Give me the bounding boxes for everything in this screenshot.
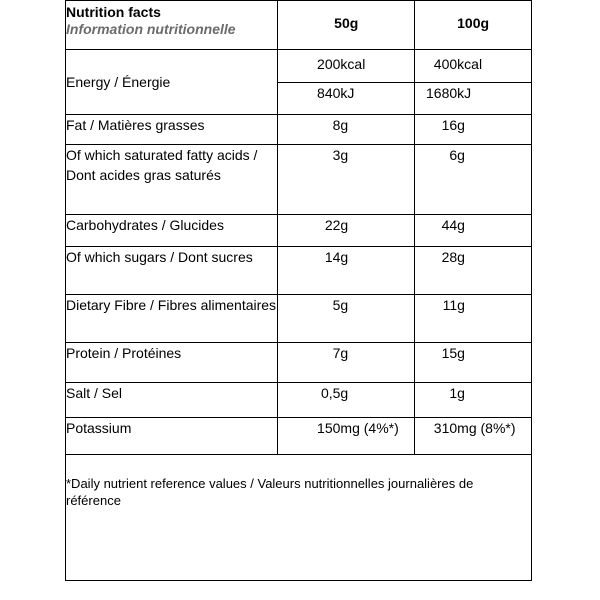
title-cell — [66, 1, 278, 50]
energy-kj-unit-100: kJ — [457, 83, 531, 115]
table-row — [66, 50, 532, 83]
fat-50: 8 — [278, 115, 341, 145]
nutrition-table — [65, 0, 532, 581]
row-label-sugars: Of which sugars / Dont sucres — [66, 247, 278, 295]
energy-kj-100: 1680 — [415, 83, 457, 115]
potassium-unit-100: mg (8%*) — [457, 418, 531, 455]
sugars-100: 28 — [415, 247, 457, 295]
carbs-50: 22 — [278, 215, 341, 247]
salt-100: 1 — [415, 383, 457, 418]
table-row — [66, 295, 532, 343]
carbs-unit-50: g — [340, 215, 414, 247]
energy-kcal-unit-100: kcal — [457, 50, 531, 83]
carbs-unit-100: g — [457, 215, 531, 247]
fat-100: 16 — [415, 115, 457, 145]
row-label-energy: Energy / Énergie — [66, 50, 278, 115]
table-row — [66, 115, 532, 145]
fibre-50: 5 — [278, 295, 341, 343]
saturated-unit-50: g — [340, 145, 414, 215]
potassium-100: 310 — [415, 418, 457, 455]
saturated-50: 3 — [278, 145, 341, 215]
table-row — [66, 418, 532, 455]
potassium-unit-50: mg (4%*) — [340, 418, 414, 455]
saturated-100: 6 — [415, 145, 457, 215]
sugars-unit-50: g — [340, 247, 414, 295]
protein-unit-50: g — [340, 343, 414, 383]
energy-kcal-50: 200 — [278, 50, 341, 83]
protein-100: 15 — [415, 343, 457, 383]
saturated-unit-100: g — [457, 145, 531, 215]
column-header-50g: 50g — [278, 1, 415, 50]
protein-unit-100: g — [457, 343, 531, 383]
row-label-fibre: Dietary Fibre / Fibres alimentaires — [66, 295, 278, 343]
table-row — [66, 215, 532, 247]
footnote-text: *Daily nutrient reference values / Valeurs nutritionnelles journalières de référence — [66, 476, 474, 508]
row-label-salt: Salt / Sel — [66, 383, 278, 418]
sugars-unit-100: g — [457, 247, 531, 295]
carbs-100: 44 — [415, 215, 457, 247]
salt-unit-50: g — [340, 383, 414, 418]
table-row — [66, 247, 532, 295]
table-row — [66, 383, 532, 418]
fat-unit-100: g — [457, 115, 531, 145]
column-header-100g: 100g — [415, 1, 532, 50]
energy-kcal-unit-50: kcal — [340, 50, 414, 83]
row-label-saturated: Of which saturated fatty acids / Dont acides gras saturés — [66, 145, 278, 215]
footnote-cell — [66, 455, 532, 581]
table-title: Nutrition facts — [66, 4, 161, 20]
energy-kcal-100: 400 — [415, 50, 457, 83]
fibre-100: 11 — [415, 295, 457, 343]
table-row — [66, 145, 532, 215]
footnote-row — [66, 455, 532, 581]
header-row — [66, 1, 532, 50]
energy-kj-unit-50: kJ — [340, 83, 414, 115]
sugars-50: 14 — [278, 247, 341, 295]
fibre-unit-100: g — [457, 295, 531, 343]
salt-50: 0,5 — [278, 383, 341, 418]
salt-unit-100: g — [457, 383, 531, 418]
energy-kj-50: 840 — [278, 83, 341, 115]
row-label-potassium: Potassium — [66, 418, 278, 455]
row-label-protein: Protein / Protéines — [66, 343, 278, 383]
row-label-fat: Fat / Matières grasses — [66, 115, 278, 145]
table-subtitle: Information nutritionnelle — [66, 21, 236, 37]
fat-unit-50: g — [340, 115, 414, 145]
protein-50: 7 — [278, 343, 341, 383]
table-row — [66, 343, 532, 383]
fibre-unit-50: g — [340, 295, 414, 343]
row-label-carbohydrates: Carbohydrates / Glucides — [66, 215, 278, 247]
potassium-50: 150 — [278, 418, 341, 455]
